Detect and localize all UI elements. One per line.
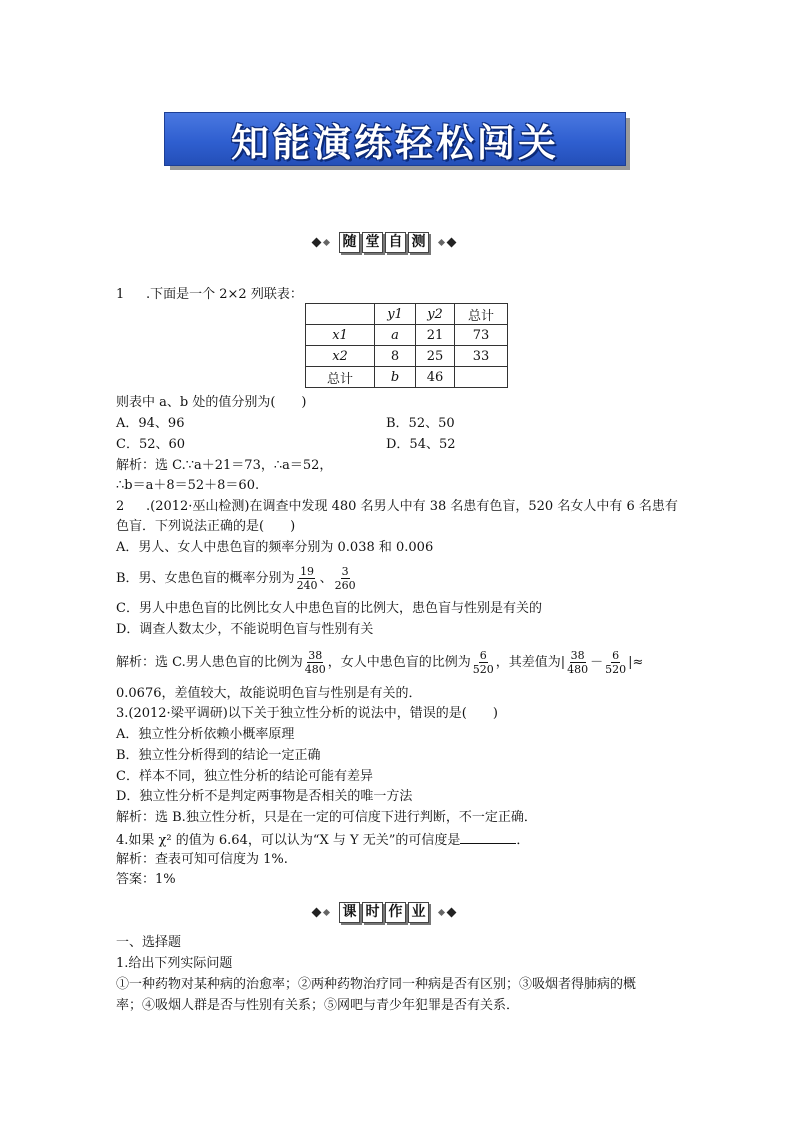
q3-option-d: D．独立性分析不是判定两事物是否相关的唯一方法 — [116, 789, 413, 804]
table-cell: 33 — [455, 346, 508, 367]
q4-stem-end: ． — [516, 833, 530, 848]
part1-heading: 一、选择题 — [116, 935, 182, 950]
analysis-text: ，女人中患色盲的比例为 — [327, 655, 471, 670]
q1-number: 1 — [116, 287, 125, 302]
fraction-numerator: 6 — [612, 649, 620, 662]
table-cell: x1 — [306, 325, 375, 346]
diamond-icon — [447, 238, 457, 248]
q2-option-b-prefix: B．男、女患色盲的概率分别为 — [116, 571, 295, 586]
table-row — [306, 304, 508, 325]
analysis-text: ，其差值为| — [495, 655, 566, 670]
fraction — [296, 565, 319, 592]
q2-stem-line1: .(2012·巫山检测)在调查中发现 480 名男人中有 38 名患有色盲，520 名女人中有 6 名患有 — [146, 499, 678, 514]
banner-title: 知能演练轻松闯关 — [230, 119, 559, 165]
part1-q1-line2: 率；④吸烟人群是否与性别有关系；⑤网吧与青少年犯罪是否有关系． — [116, 998, 520, 1013]
fraction — [334, 565, 357, 592]
section-char: 测 — [408, 232, 429, 253]
q1-option-c: C．52、60 — [116, 437, 186, 452]
fraction — [304, 649, 327, 676]
contingency-table — [305, 303, 508, 388]
diamond-icon — [323, 909, 330, 916]
diamond-icon — [312, 908, 322, 918]
diamond-icon — [438, 239, 445, 246]
fraction — [604, 649, 627, 676]
diamond-icon — [323, 239, 330, 246]
table-cell: 总计 — [455, 304, 508, 325]
table-cell: 73 — [455, 325, 508, 346]
diamond-icon — [438, 909, 445, 916]
q2-option-b — [116, 562, 358, 596]
q1-option-a: A．94、96 — [116, 416, 185, 431]
fraction — [566, 649, 589, 676]
q3-option-b: B．独立性分析得到的结论一定正确 — [116, 748, 321, 763]
analysis-text: － — [590, 655, 604, 670]
table-cell: x2 — [306, 346, 375, 367]
fraction-denominator: 240 — [296, 579, 318, 592]
table-cell: 25 — [416, 346, 455, 367]
q1-analysis-2: ∴b＝a＋8＝52＋8＝60. — [116, 478, 260, 493]
q2-option-a: A．男人、女人中患色盲的频率分别为 0.038 和 0.006 — [116, 540, 434, 555]
section-char: 业 — [408, 902, 429, 923]
q3-option-a: A．独立性分析依赖小概率原理 — [116, 727, 295, 742]
table-cell: 总计 — [306, 367, 375, 388]
table-row — [306, 367, 508, 388]
q4-answer: 答案：1% — [116, 872, 176, 887]
table-cell: 21 — [416, 325, 455, 346]
fraction-denominator: 260 — [334, 579, 356, 592]
diamond-icon — [447, 908, 457, 918]
fraction-denominator: 520 — [605, 663, 627, 676]
section-header-classroom-test — [313, 232, 455, 253]
fraction-denominator: 520 — [472, 663, 494, 676]
separator: 、 — [319, 571, 333, 586]
table-cell: y1 — [375, 304, 416, 325]
section-char: 作 — [385, 902, 406, 923]
section-char: 课 — [339, 902, 360, 923]
fraction-numerator: 6 — [479, 649, 487, 662]
q3-option-c: C．样本不同，独立性分析的结论可能有差异 — [116, 769, 373, 784]
section-char: 自 — [385, 232, 406, 253]
q1-question: 则表中 a、b 处的值分别为( ) — [116, 395, 307, 410]
fraction — [472, 649, 495, 676]
q1-option-d: D．54、52 — [386, 437, 456, 452]
q2-analysis-line2: 0.0676，差值较大，故能说明色盲与性别是有关的． — [116, 686, 422, 701]
section-char: 随 — [339, 232, 360, 253]
q1-analysis-1: 解析：选 C.∵a＋21＝73，∴a＝52， — [116, 458, 333, 473]
part1-q1-line1: ①一种药物对某种病的治愈率；②两种药物治疗同一种病是否有区别；③吸烟者得肺病的概 — [116, 977, 637, 992]
table-row — [306, 346, 508, 367]
table-row — [306, 325, 508, 346]
fraction-denominator: 480 — [304, 663, 326, 676]
diamond-icon — [312, 238, 322, 248]
q2-stem-line2: 色盲．下列说法正确的是( ) — [116, 519, 296, 534]
q2-option-c: C．男人中患色盲的比例比女人中患色盲的比例大，患色盲与性别是有关的 — [116, 601, 542, 616]
table-cell: 46 — [416, 367, 455, 388]
fraction-numerator: 38 — [570, 649, 585, 662]
fraction-numerator: 3 — [341, 565, 349, 578]
part1-q1-stem: 1.给出下列实际问题 — [116, 956, 233, 971]
section-char: 堂 — [362, 232, 383, 253]
section-header-homework — [313, 902, 455, 923]
table-cell: 8 — [375, 346, 416, 367]
q4-analysis: 解析：查表可知可信度为 1%. — [116, 852, 288, 867]
table-cell: y2 — [416, 304, 455, 325]
q4-stem — [116, 831, 529, 849]
q2-number: 2 — [116, 499, 125, 514]
table-cell: b — [375, 367, 416, 388]
q3-stem: 3.(2012·梁平调研)以下关于独立性分析的说法中，错误的是( ) — [116, 706, 498, 721]
title-banner — [164, 112, 626, 166]
section-char: 时 — [362, 902, 383, 923]
q2-option-d: D．调查人数太少，不能说明色盲与性别有关 — [116, 622, 374, 637]
q1-stem: .下面是一个 2×2 列联表： — [146, 287, 303, 302]
q4-stem-text: 4.如果 χ² 的值为 6.64，可以认为“X 与 Y 无关”的可信度是 — [116, 833, 461, 848]
fraction-numerator: 19 — [300, 565, 315, 578]
q1-option-b: B．52、50 — [386, 416, 455, 431]
q2-analysis-line1 — [116, 646, 643, 680]
q3-analysis: 解析：选 B.独立性分析，只是在一定的可信度下进行判断，不一定正确． — [116, 810, 537, 825]
fraction-denominator: 480 — [567, 663, 589, 676]
table-cell — [306, 304, 375, 325]
analysis-text: 解析：选 C.男人患色盲的比例为 — [116, 655, 303, 670]
analysis-text: |≈ — [628, 655, 644, 670]
table-cell: a — [375, 325, 416, 346]
answer-blank — [460, 831, 516, 844]
table-cell — [455, 367, 508, 388]
fraction-numerator: 38 — [308, 649, 323, 662]
